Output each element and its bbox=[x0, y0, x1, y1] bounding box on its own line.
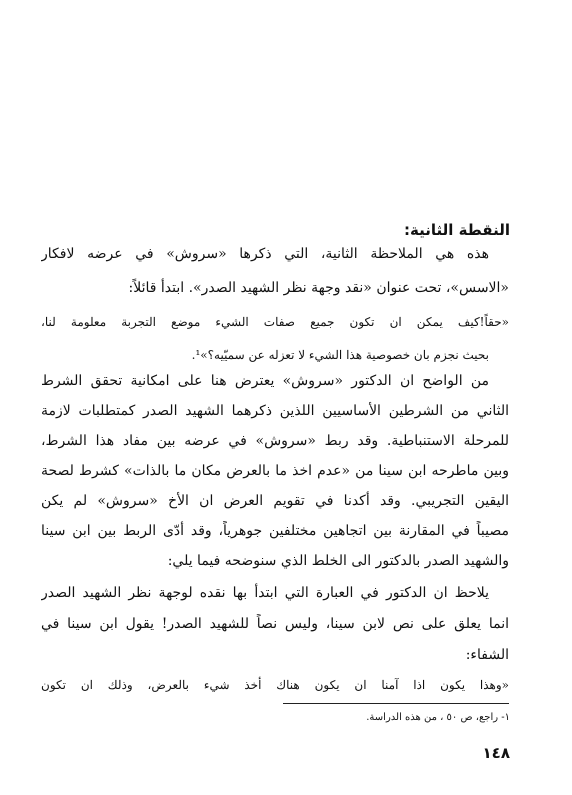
quote-line: بحيث نجزم بان خصوصية هذا الشيء لا تعزله عن سميّيه؟»¹. bbox=[191, 348, 489, 362]
paragraph-line: اليقين التجريبي. وقد أكدنا في تقويم العرض ان الأخ «سروش» لم يكن bbox=[41, 493, 509, 509]
page-number: ١٤٨ bbox=[482, 744, 510, 762]
paragraph-line: مصيباً في المقارنة بين اتجاهين مختلفين جوهرياً، وقد أدّى الربط بين ابن سينا bbox=[41, 523, 509, 539]
paragraph-line: هذه هي الملاحظة الثانية، التي ذكرها «سروش» في عرضه لافكار bbox=[41, 246, 489, 262]
footnote: ١- راجع، ص ٥٠ ، من هذه الدراسة. bbox=[366, 712, 510, 723]
paragraph-line: يلاحظ ان الدكتور في العبارة التي ابتدأ بها نقده لوجهة نظر الشهيد الصدر bbox=[41, 585, 489, 601]
paragraph-line: للمرحلة الاستنباطية. وقد ربط «سروش» في عرضه بين مفاد هذا الشرط، bbox=[41, 433, 509, 449]
quote-line: «وهذا يكون اذا آمنا ان يكون هناك أخذ شيء بالعرض، وذلك ان تكون bbox=[41, 678, 509, 692]
paragraph-line: من الواضح ان الدكتور «سروش» يعترض هنا على امكانية تحقق الشرط bbox=[41, 373, 489, 389]
paragraph-line: والشهيد الصدر بالدكتور الى الخلط الذي سنوضحه فيما يلي: bbox=[167, 553, 509, 569]
paragraph-line: انما يعلق على نص لابن سينا، وليس نصاً للشهيد الصدر! يقول ابن سينا في bbox=[41, 616, 509, 632]
footnote-separator bbox=[283, 703, 509, 704]
paragraph-line: الشفاء: bbox=[465, 647, 509, 663]
paragraph-line: «الاسس»، تحت عنوان «نقد وجهة نظر الشهيد الصدر». ابتدأ قائلاً: bbox=[128, 280, 509, 296]
quote-line: «حقاً!كيف يمكن ان تكون جميع صفات الشيء موضع التجربة معلومة لنا، bbox=[41, 315, 509, 329]
paragraph-line: الثاني من الشرطين الأساسيين اللذين ذكرهما الشهيد الصدر كمتطلبات لازمة bbox=[41, 403, 509, 419]
paragraph-line: وبين ماطرحه ابن سينا من «عدم اخذ ما بالعرض مكان ما بالذات» كشرط لصحة bbox=[41, 463, 509, 479]
section-heading: النقطة الثانية: bbox=[403, 221, 510, 239]
